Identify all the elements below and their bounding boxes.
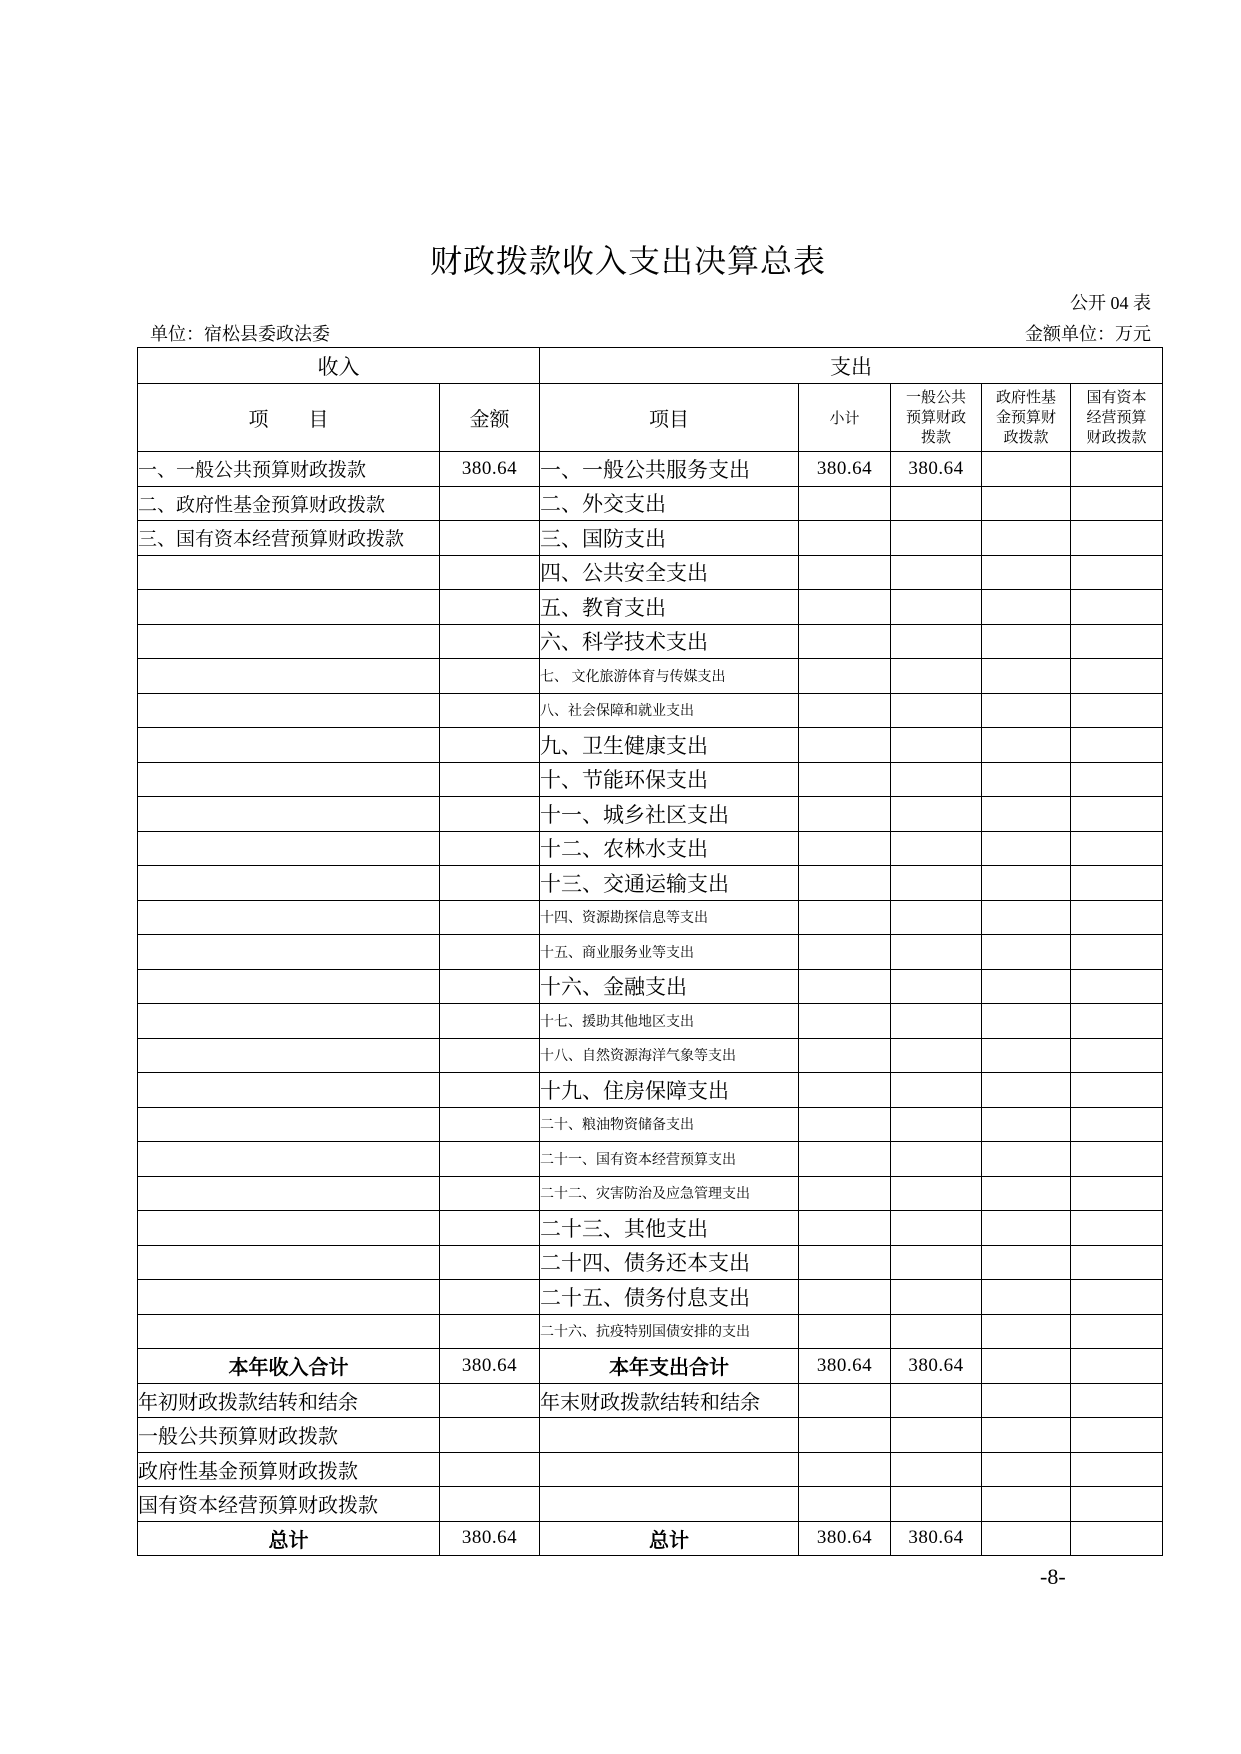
cell-income-amount	[440, 486, 540, 521]
cell-state-capital	[1071, 762, 1163, 797]
budget-summary-table	[137, 347, 1163, 1556]
table-row	[138, 1280, 1163, 1315]
table-row	[138, 1073, 1163, 1108]
cell-subtotal	[799, 693, 891, 728]
cell-subtotal	[799, 1418, 891, 1453]
col-header-state-capital	[1071, 384, 1163, 452]
cell-general-budget	[891, 1245, 982, 1280]
table-row	[138, 659, 1163, 694]
cell-general-budget	[891, 624, 982, 659]
cell-income-item	[138, 831, 440, 866]
col-header-line: 政拨款	[1003, 429, 1049, 446]
cell-subtotal	[799, 1142, 891, 1177]
cell-income-amount	[440, 831, 540, 866]
cell-income-item	[138, 935, 440, 970]
cell-state-capital	[1071, 1521, 1163, 1556]
cell-gov-fund	[982, 486, 1071, 521]
cell-subtotal: 380.64	[799, 1521, 891, 1556]
cell-general-budget	[891, 1211, 982, 1246]
cell-state-capital	[1071, 1211, 1163, 1246]
cell-income-item	[138, 762, 440, 797]
cell-income-item	[138, 659, 440, 694]
cell-subtotal	[799, 486, 891, 521]
cell-income-item: 年初财政拨款结转和结余	[138, 1383, 440, 1418]
col-header-general-budget	[891, 384, 982, 452]
table-row	[138, 831, 1163, 866]
cell-subtotal	[799, 590, 891, 625]
cell-gov-fund	[982, 1038, 1071, 1073]
cell-subtotal	[799, 728, 891, 763]
table-row	[138, 452, 1163, 487]
table-row	[138, 1004, 1163, 1039]
cell-state-capital	[1071, 969, 1163, 1004]
header-income: 收入	[138, 348, 540, 384]
cell-subtotal	[799, 1176, 891, 1211]
cell-income-amount	[440, 797, 540, 832]
cell-subtotal	[799, 521, 891, 556]
table-row	[138, 521, 1163, 556]
cell-general-budget	[891, 555, 982, 590]
table-row	[138, 590, 1163, 625]
cell-expense-item: 十七、援助其他地区支出	[540, 1004, 799, 1039]
table-row	[138, 797, 1163, 832]
cell-general-budget: 380.64	[891, 1349, 982, 1384]
cell-state-capital	[1071, 1073, 1163, 1108]
cell-state-capital	[1071, 624, 1163, 659]
cell-general-budget	[891, 521, 982, 556]
cell-subtotal	[799, 900, 891, 935]
cell-state-capital	[1071, 1383, 1163, 1418]
cell-expense-item: 十六、金融支出	[540, 969, 799, 1004]
col-header-line: 拨款	[920, 429, 951, 446]
col-header-line: 金预算财	[995, 409, 1056, 426]
cell-general-budget: 380.64	[891, 452, 982, 487]
col-header-line: 一般公共	[905, 389, 966, 406]
cell-state-capital	[1071, 1487, 1163, 1522]
cell-general-budget	[891, 659, 982, 694]
cell-gov-fund	[982, 831, 1071, 866]
cell-state-capital	[1071, 1418, 1163, 1453]
table-row	[138, 1176, 1163, 1211]
cell-income-amount: 380.64	[440, 1349, 540, 1384]
cell-state-capital	[1071, 521, 1163, 556]
cell-expense-item: 三、国防支出	[540, 521, 799, 556]
cell-gov-fund	[982, 866, 1071, 901]
table-row	[138, 1038, 1163, 1073]
header-row-groups	[138, 348, 1163, 384]
cell-general-budget	[891, 1383, 982, 1418]
cell-income-item: 总计	[138, 1521, 440, 1556]
cell-general-budget	[891, 1418, 982, 1453]
cell-income-item	[138, 1004, 440, 1039]
table-row	[138, 866, 1163, 901]
cell-subtotal	[799, 1245, 891, 1280]
cell-gov-fund	[982, 521, 1071, 556]
cell-income-item: 三、国有资本经营预算财政拨款	[138, 521, 440, 556]
cell-subtotal	[799, 866, 891, 901]
col-header-income-amount: 金额	[440, 384, 540, 452]
cell-income-amount	[440, 1142, 540, 1177]
cell-gov-fund	[982, 1176, 1071, 1211]
col-header-line: 财政拨款	[1086, 429, 1147, 446]
cell-general-budget	[891, 1038, 982, 1073]
cell-subtotal	[799, 831, 891, 866]
cell-income-item	[138, 1314, 440, 1349]
cell-gov-fund	[982, 624, 1071, 659]
table-row	[138, 624, 1163, 659]
cell-gov-fund	[982, 1211, 1071, 1246]
cell-expense-item: 五、教育支出	[540, 590, 799, 625]
cell-gov-fund	[982, 797, 1071, 832]
table-row	[138, 1107, 1163, 1142]
cell-income-amount	[440, 1176, 540, 1211]
col-header-expense-item: 项目	[540, 384, 799, 452]
summary-row	[138, 1521, 1163, 1556]
page-title: 财政拨款收入支出决算总表	[430, 243, 827, 279]
cell-income-amount	[440, 1004, 540, 1039]
cell-general-budget	[891, 1073, 982, 1108]
cell-expense-item: 十八、自然资源海洋气象等支出	[540, 1038, 799, 1073]
cell-income-amount	[440, 1211, 540, 1246]
cell-subtotal	[799, 555, 891, 590]
cell-gov-fund	[982, 900, 1071, 935]
cell-income-amount	[440, 1280, 540, 1315]
cell-expense-item: 四、公共安全支出	[540, 555, 799, 590]
cell-income-item	[138, 1280, 440, 1315]
cell-state-capital	[1071, 1280, 1163, 1315]
cell-expense-item: 二十四、债务还本支出	[540, 1245, 799, 1280]
cell-subtotal	[799, 1038, 891, 1073]
cell-income-item: 本年收入合计	[138, 1349, 440, 1384]
cell-subtotal	[799, 1211, 891, 1246]
cell-expense-item: 七、 文化旅游体育与传媒支出	[540, 659, 799, 694]
cell-state-capital	[1071, 797, 1163, 832]
cell-state-capital	[1071, 1245, 1163, 1280]
cell-general-budget	[891, 797, 982, 832]
table-row	[138, 693, 1163, 728]
cell-income-item	[138, 1176, 440, 1211]
cell-subtotal	[799, 624, 891, 659]
cell-gov-fund	[982, 452, 1071, 487]
cell-gov-fund	[982, 728, 1071, 763]
cell-subtotal	[799, 762, 891, 797]
cell-general-budget	[891, 762, 982, 797]
cell-subtotal	[799, 969, 891, 1004]
cell-gov-fund	[982, 1073, 1071, 1108]
cell-income-item: 一、一般公共预算财政拨款	[138, 452, 440, 487]
cell-state-capital	[1071, 452, 1163, 487]
cell-gov-fund	[982, 555, 1071, 590]
cell-expense-item: 本年支出合计	[540, 1349, 799, 1384]
cell-income-item	[138, 1038, 440, 1073]
col-header-gov-fund	[982, 384, 1071, 452]
cell-expense-item: 六、科学技术支出	[540, 624, 799, 659]
summary-row	[138, 1452, 1163, 1487]
cell-subtotal	[799, 1314, 891, 1349]
cell-income-item	[138, 624, 440, 659]
cell-income-amount	[440, 1487, 540, 1522]
cell-general-budget	[891, 831, 982, 866]
cell-income-item	[138, 866, 440, 901]
cell-state-capital	[1071, 1452, 1163, 1487]
col-header-income-item: 项 目	[138, 384, 440, 452]
cell-gov-fund	[982, 1245, 1071, 1280]
summary-row	[138, 1418, 1163, 1453]
cell-expense-item: 九、卫生健康支出	[540, 728, 799, 763]
cell-state-capital	[1071, 935, 1163, 970]
cell-subtotal	[799, 659, 891, 694]
summary-row	[138, 1349, 1163, 1384]
cell-general-budget: 380.64	[891, 1521, 982, 1556]
cell-gov-fund	[982, 693, 1071, 728]
cell-state-capital	[1071, 1176, 1163, 1211]
cell-expense-item: 二十三、其他支出	[540, 1211, 799, 1246]
cell-income-amount	[440, 1418, 540, 1453]
cell-income-item: 国有资本经营预算财政拨款	[138, 1487, 440, 1522]
cell-state-capital	[1071, 728, 1163, 763]
cell-expense-item: 十、节能环保支出	[540, 762, 799, 797]
cell-gov-fund	[982, 1487, 1071, 1522]
table-row	[138, 555, 1163, 590]
cell-gov-fund	[982, 1521, 1071, 1556]
cell-income-amount	[440, 693, 540, 728]
cell-general-budget	[891, 590, 982, 625]
cell-income-amount: 380.64	[440, 452, 540, 487]
cell-income-amount	[440, 1038, 540, 1073]
cell-expense-item	[540, 1487, 799, 1522]
table-row	[138, 900, 1163, 935]
cell-state-capital	[1071, 1107, 1163, 1142]
cell-subtotal	[799, 1280, 891, 1315]
cell-state-capital	[1071, 693, 1163, 728]
cell-income-item	[138, 969, 440, 1004]
cell-income-item	[138, 693, 440, 728]
cell-general-budget	[891, 693, 982, 728]
cell-expense-item: 十五、商业服务业等支出	[540, 935, 799, 970]
cell-general-budget	[891, 935, 982, 970]
cell-gov-fund	[982, 590, 1071, 625]
cell-state-capital	[1071, 831, 1163, 866]
cell-expense-item: 八、社会保障和就业支出	[540, 693, 799, 728]
cell-income-amount	[440, 1452, 540, 1487]
cell-state-capital	[1071, 900, 1163, 935]
cell-expense-item	[540, 1452, 799, 1487]
summary-row	[138, 1487, 1163, 1522]
table-row	[138, 762, 1163, 797]
col-header-line: 政府性基	[995, 389, 1056, 406]
cell-income-amount	[440, 762, 540, 797]
cell-state-capital	[1071, 486, 1163, 521]
cell-income-item	[138, 1073, 440, 1108]
cell-income-item	[138, 797, 440, 832]
cell-general-budget	[891, 1004, 982, 1039]
cell-state-capital	[1071, 590, 1163, 625]
cell-expense-item: 总计	[540, 1521, 799, 1556]
cell-income-amount	[440, 935, 540, 970]
cell-general-budget	[891, 1487, 982, 1522]
cell-income-item	[138, 900, 440, 935]
header-expense: 支出	[540, 348, 1163, 384]
cell-gov-fund	[982, 1142, 1071, 1177]
amount-unit: 金额单位：万元	[1025, 324, 1151, 344]
table-row	[138, 969, 1163, 1004]
cell-income-amount	[440, 866, 540, 901]
cell-general-budget	[891, 486, 982, 521]
cell-income-item	[138, 1107, 440, 1142]
cell-subtotal	[799, 1004, 891, 1039]
cell-state-capital	[1071, 1004, 1163, 1039]
cell-expense-item: 十一、城乡社区支出	[540, 797, 799, 832]
cell-general-budget	[891, 1107, 982, 1142]
cell-expense-item: 一、一般公共服务支出	[540, 452, 799, 487]
cell-income-amount	[440, 900, 540, 935]
cell-income-amount	[440, 624, 540, 659]
table-row	[138, 1245, 1163, 1280]
cell-expense-item: 二、外交支出	[540, 486, 799, 521]
cell-expense-item: 二十一、国有资本经营预算支出	[540, 1142, 799, 1177]
cell-subtotal: 380.64	[799, 452, 891, 487]
cell-income-amount	[440, 969, 540, 1004]
cell-income-amount	[440, 1245, 540, 1280]
cell-gov-fund	[982, 1314, 1071, 1349]
cell-subtotal	[799, 935, 891, 970]
table-row	[138, 1314, 1163, 1349]
cell-general-budget	[891, 866, 982, 901]
cell-general-budget	[891, 900, 982, 935]
cell-general-budget	[891, 1176, 982, 1211]
cell-expense-item: 二十、粮油物资储备支出	[540, 1107, 799, 1142]
cell-income-item: 政府性基金预算财政拨款	[138, 1452, 440, 1487]
cell-expense-item: 二十六、抗疫特别国债安排的支出	[540, 1314, 799, 1349]
cell-general-budget	[891, 728, 982, 763]
cell-expense-item: 十二、农林水支出	[540, 831, 799, 866]
cell-expense-item: 二十五、债务付息支出	[540, 1280, 799, 1315]
cell-income-item	[138, 590, 440, 625]
cell-state-capital	[1071, 1038, 1163, 1073]
page-number: -8-	[1040, 1564, 1066, 1589]
cell-income-amount	[440, 1107, 540, 1142]
cell-income-item	[138, 1245, 440, 1280]
cell-expense-item: 十九、住房保障支出	[540, 1073, 799, 1108]
cell-income-amount	[440, 555, 540, 590]
cell-gov-fund	[982, 1107, 1071, 1142]
cell-gov-fund	[982, 935, 1071, 970]
cell-general-budget	[891, 1314, 982, 1349]
cell-state-capital	[1071, 1314, 1163, 1349]
cell-income-item	[138, 1142, 440, 1177]
cell-state-capital	[1071, 1349, 1163, 1384]
form-number: 公开 04 表	[1070, 293, 1151, 313]
cell-income-item: 一般公共预算财政拨款	[138, 1418, 440, 1453]
cell-state-capital	[1071, 866, 1163, 901]
cell-income-amount: 380.64	[440, 1521, 540, 1556]
col-header-line: 国有资本	[1086, 389, 1147, 406]
cell-subtotal	[799, 1107, 891, 1142]
cell-subtotal	[799, 1452, 891, 1487]
cell-general-budget	[891, 1280, 982, 1315]
cell-gov-fund	[982, 1004, 1071, 1039]
cell-income-amount	[440, 1073, 540, 1108]
cell-income-amount	[440, 728, 540, 763]
cell-state-capital	[1071, 659, 1163, 694]
cell-state-capital	[1071, 1142, 1163, 1177]
cell-subtotal	[799, 1383, 891, 1418]
cell-expense-item: 二十二、灾害防治及应急管理支出	[540, 1176, 799, 1211]
cell-expense-item: 十三、交通运输支出	[540, 866, 799, 901]
cell-gov-fund	[982, 1383, 1071, 1418]
cell-income-item	[138, 555, 440, 590]
cell-state-capital	[1071, 555, 1163, 590]
cell-subtotal	[799, 1073, 891, 1108]
summary-row	[138, 1383, 1163, 1418]
cell-expense-item: 年末财政拨款结转和结余	[540, 1383, 799, 1418]
table-row	[138, 728, 1163, 763]
table-row	[138, 1142, 1163, 1177]
cell-income-amount	[440, 590, 540, 625]
cell-gov-fund	[982, 1280, 1071, 1315]
cell-general-budget	[891, 1452, 982, 1487]
col-header-subtotal: 小计	[799, 384, 891, 452]
cell-subtotal	[799, 797, 891, 832]
col-header-line: 经营预算	[1086, 409, 1147, 426]
col-header-line: 预算财政	[905, 409, 966, 426]
header-row-columns	[138, 384, 1163, 452]
cell-income-amount	[440, 521, 540, 556]
cell-income-item: 二、政府性基金预算财政拨款	[138, 486, 440, 521]
cell-expense-item	[540, 1418, 799, 1453]
table-row	[138, 486, 1163, 521]
cell-general-budget	[891, 969, 982, 1004]
cell-income-amount	[440, 1314, 540, 1349]
cell-income-amount	[440, 1383, 540, 1418]
table-row	[138, 1211, 1163, 1246]
cell-gov-fund	[982, 1349, 1071, 1384]
reporting-unit: 单位：宿松县委政法委	[150, 324, 330, 344]
cell-subtotal: 380.64	[799, 1349, 891, 1384]
cell-gov-fund	[982, 762, 1071, 797]
cell-gov-fund	[982, 1418, 1071, 1453]
cell-gov-fund	[982, 659, 1071, 694]
cell-income-amount	[440, 659, 540, 694]
cell-subtotal	[799, 1487, 891, 1522]
cell-income-item	[138, 728, 440, 763]
cell-income-item	[138, 1211, 440, 1246]
cell-gov-fund	[982, 1452, 1071, 1487]
cell-expense-item: 十四、资源勘探信息等支出	[540, 900, 799, 935]
table-row	[138, 935, 1163, 970]
cell-gov-fund	[982, 969, 1071, 1004]
cell-general-budget	[891, 1142, 982, 1177]
